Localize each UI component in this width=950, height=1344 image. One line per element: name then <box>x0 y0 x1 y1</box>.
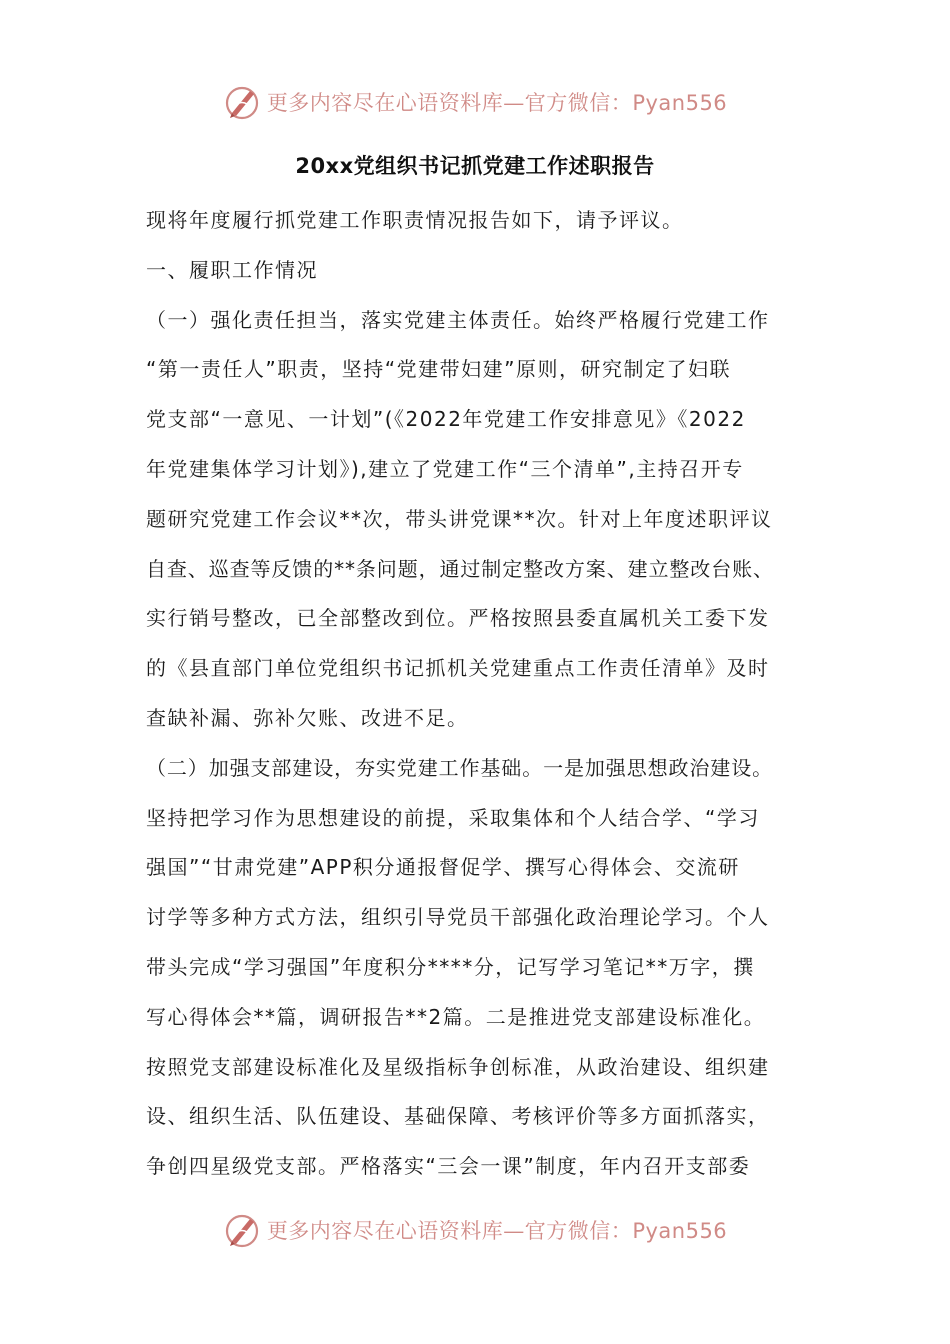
paragraph-line: 题研究党建工作会议**次，带头讲党课**次。针对上年度述职评议 <box>146 506 773 531</box>
paragraph-line: （一）强化责任担当，落实党建主体责任。始终严格履行党建工作 <box>146 307 770 332</box>
paragraph-line: “第一责任人”职责，坚持“党建带妇建”原则，研究制定了妇联 <box>146 357 731 382</box>
paragraph-line: 的《县直部门单位党组织书记抓机关党建重点工作责任清单》及时 <box>146 656 770 681</box>
banner-slogan: 更多内容尽在心语资料库—官方微信： <box>266 91 633 115</box>
paragraph-line: 党支部“一意见、一计划”(《2022年党建工作安排意见》《2022 <box>146 407 746 432</box>
paragraph-line: 年党建集体学习计划》),建立了党建工作“三个清单”,主持召开专 <box>146 456 744 481</box>
paragraph-line: 带头完成“学习强国”年度积分****分，记写学习笔记**万字，撰 <box>146 954 755 979</box>
paragraph-line: 查缺补漏、弥补欠账、改进不足。 <box>146 705 469 730</box>
document-body <box>146 196 836 1192</box>
paragraph-line: （二）加强支部建设，夯实党建工作基础。一是加强思想政治建设。 <box>146 755 773 780</box>
paragraph-line: 现将年度履行抓党建工作职责情况报告如下，请予评议。 <box>146 208 684 232</box>
wechat-id: Pyan556 <box>632 91 728 115</box>
pen-logo-icon <box>223 1210 263 1250</box>
paragraph-line: 强国”“甘肃党建”APP积分通报督促学、撰写心得体会、交流研 <box>146 855 740 880</box>
paragraph-line: 设、组织生活、队伍建设、基础保障、考核评价等多方面抓落实， <box>146 1104 770 1129</box>
paragraph-line: 自查、巡查等反馈的**条问题，通过制定整改方案、建立整改台账、 <box>146 556 774 581</box>
paragraph-line: 按照党支部建设标准化及星级指标争创标准，从政治建设、组织建 <box>146 1054 770 1079</box>
paragraph-line: 争创四星级党支部。严格落实“三会一课”制度，年内召开支部委 <box>146 1154 751 1179</box>
paragraph-line: 讨学等多种方式方法，组织引导党员干部强化政治理论学习。个人 <box>146 905 770 930</box>
wechat-id: Pyan556 <box>632 1219 728 1243</box>
paragraph-line: 实行销号整改，已全部整改到位。严格按照县委直属机关工委下发 <box>146 606 770 631</box>
paragraph-line: 坚持把学习作为思想建设的前提，采取集体和个人结合学、“学习 <box>146 805 760 830</box>
document-title: 20xx党组织书记抓党建工作述职报告 <box>295 154 655 178</box>
banner-text <box>267 87 727 117</box>
pen-logo-icon <box>223 82 263 122</box>
banner-text <box>267 1215 727 1245</box>
header-banner <box>0 80 950 124</box>
banner-slogan: 更多内容尽在心语资料库—官方微信： <box>266 1219 633 1243</box>
section-heading: 一、履职工作情况 <box>146 257 318 282</box>
paragraph-line: 写心得体会**篇，调研报告**2篇。二是推进党支部建设标准化。 <box>146 1004 766 1029</box>
footer-banner <box>0 1208 950 1252</box>
